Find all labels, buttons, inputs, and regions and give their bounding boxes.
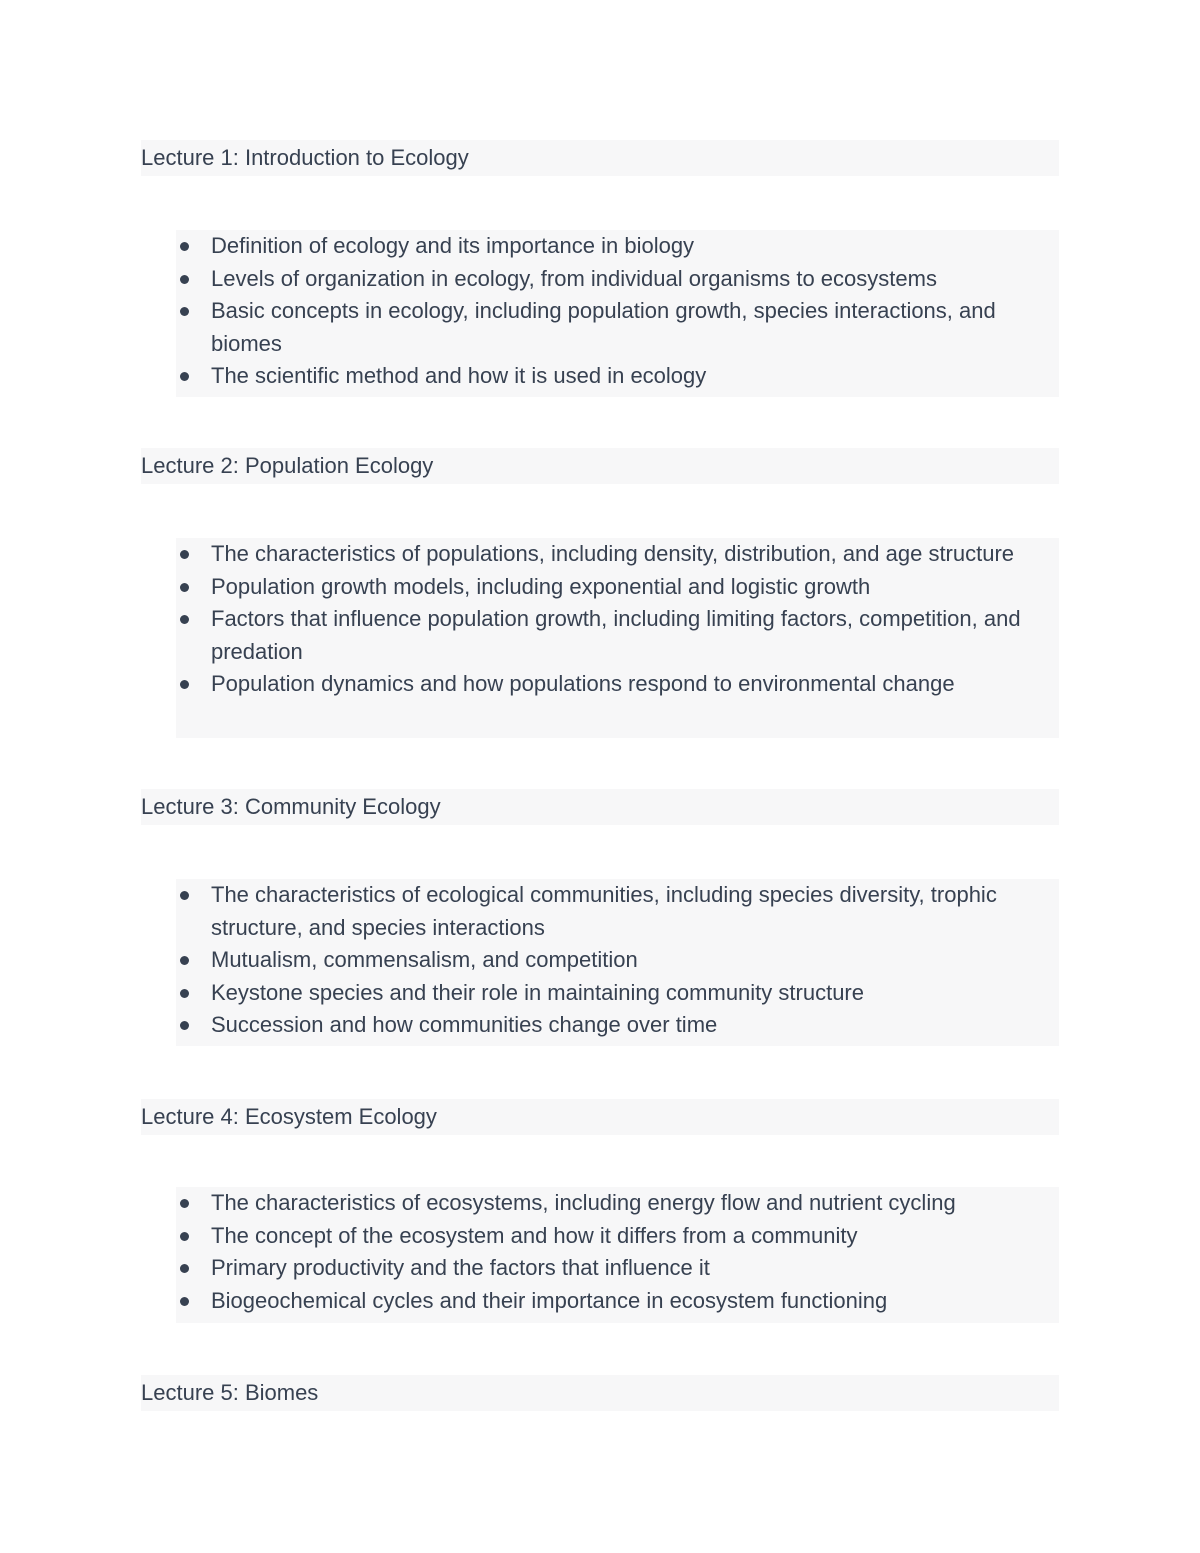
list-item — [176, 1187, 1059, 1220]
list-item-text: Basic concepts in ecology, including population growth, species interactions, and biomes — [211, 298, 996, 356]
bullet-icon — [180, 1232, 189, 1241]
bullet-icon — [180, 1264, 189, 1273]
list-item-text: The scientific method and how it is used in ecology — [211, 363, 707, 388]
bullet-icon — [180, 372, 189, 381]
list-item-text: Mutualism, commensalism, and competition — [211, 947, 638, 972]
list-item-text: Definition of ecology and its importance in biology — [211, 233, 695, 258]
lecture-3-topic-list — [176, 879, 1059, 1046]
list-item — [176, 571, 1059, 604]
bullet-icon — [180, 242, 189, 251]
lecture-5-heading: Lecture 5: Biomes — [141, 1375, 1059, 1411]
list-item — [176, 944, 1059, 977]
list-item-text: Biogeochemical cycles and their importance in ecosystem functioning — [211, 1287, 888, 1313]
list-item — [176, 538, 1059, 571]
list-item-text: The characteristics of ecological communities, including species diversity, trophic structure, and species interactions — [211, 882, 997, 940]
lecture-4-topic-list — [176, 1187, 1059, 1323]
bullet-icon — [180, 989, 189, 998]
list-item — [176, 1252, 1059, 1285]
list-item — [176, 603, 1059, 668]
list-item — [176, 977, 1059, 1010]
bullet-icon — [180, 956, 189, 965]
lecture-3-heading: Lecture 3: Community Ecology — [141, 789, 1059, 825]
list-item — [176, 1285, 1059, 1318]
list-item-text: Population dynamics and how populations respond to environmental change — [211, 671, 955, 696]
list-item — [176, 1220, 1059, 1253]
list-item — [176, 668, 1059, 701]
lecture-2-topic-list — [176, 538, 1059, 738]
list-item-text: Primary productivity and the factors that influence it — [211, 1255, 710, 1280]
list-item — [176, 295, 1059, 360]
bullet-icon — [180, 891, 189, 900]
lecture-4-heading: Lecture 4: Ecosystem Ecology — [141, 1099, 1059, 1135]
lecture-1-heading: Lecture 1: Introduction to Ecology — [141, 140, 1059, 176]
bullet-icon — [180, 1297, 189, 1306]
bullet-icon — [180, 275, 189, 284]
lecture-1-topic-list — [176, 230, 1059, 397]
list-item-text: Levels of organization in ecology, from individual organisms to ecosystems — [211, 265, 937, 291]
lecture-2-heading: Lecture 2: Population Ecology — [141, 448, 1059, 484]
bullet-icon — [180, 583, 189, 592]
bullet-icon — [180, 550, 189, 559]
list-item-text: The characteristics of populations, including density, distribution, and age structure — [211, 541, 1015, 566]
list-item-text: Population growth models, including exponential and logistic growth — [211, 573, 871, 599]
bullet-icon — [180, 307, 189, 316]
list-item-text: Keystone species and their role in maintaining community structure — [211, 979, 864, 1005]
bullet-icon — [180, 1199, 189, 1208]
list-item — [176, 230, 1059, 263]
list-item — [176, 879, 1059, 944]
list-item-text: The concept of the ecosystem and how it differs from a community — [211, 1222, 858, 1248]
list-item-text: The characteristics of ecosystems, including energy flow and nutrient cycling — [211, 1190, 956, 1215]
list-item — [176, 360, 1059, 393]
list-item-text: Succession and how communities change over time — [211, 1012, 718, 1037]
list-item-text: Factors that influence population growth, including limiting factors, competition, and predation — [211, 606, 1021, 664]
list-item — [176, 263, 1059, 296]
bullet-icon — [180, 615, 189, 624]
list-item — [176, 1009, 1059, 1042]
bullet-icon — [180, 1021, 189, 1030]
bullet-icon — [180, 680, 189, 689]
